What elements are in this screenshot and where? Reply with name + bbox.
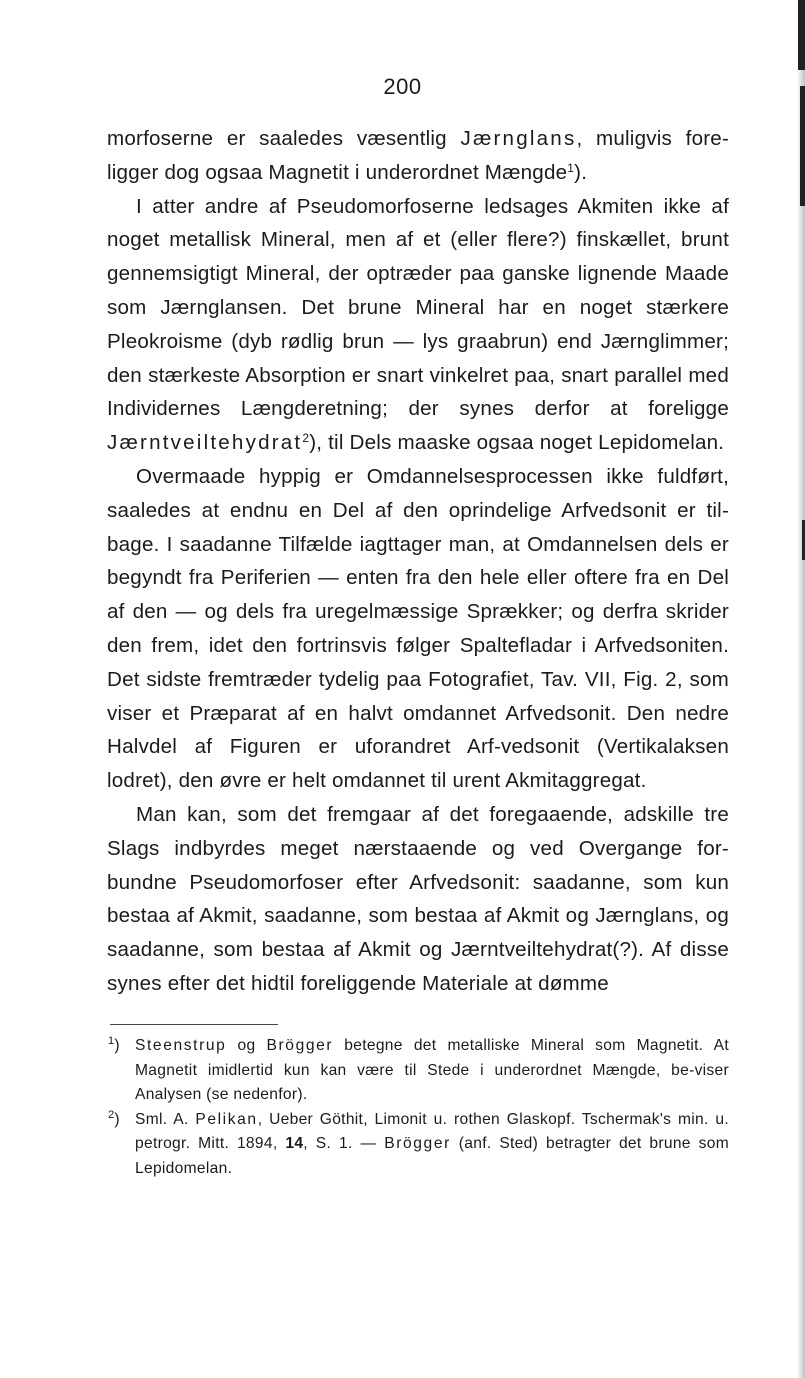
footnote-divider: [110, 1024, 278, 1025]
footnote: $^1$) Steenstrup og Brögger betegne det metalliske Mineral som Magnetit. At Magnetit imidlertid kun kan være til Stede i underordnet Mængde, be-viser Analysen (se nedenfor).: [108, 1035, 729, 1104]
body-text: [107, 122, 729, 1001]
footnotes: [108, 1034, 729, 1182]
page-edge-shadow: [797, 0, 805, 1378]
paragraph: [107, 122, 729, 190]
text-run: I atter andre af Pseudomorfoserne ledsages Akmiten ikke af noget metallisk Mineral, men af et (eller flere?) finskællet, brunt gennemsigtigt Mineral, der optræder paa ganske lignende Maade som Jærnglansen. Det brune Mineral har en noget stærkere Pleokroisme (dyb rødlig brun — lys graabrun) end Jærnglimmer; den stærkeste Absorption er snart vinkelret paa, snart parallel med Individernes Længderetning; der synes derfor at foreligge: [107, 194, 729, 421]
text-run: ).: [574, 160, 588, 184]
footnote-ref: 1: [567, 160, 575, 175]
paragraph: Overmaade hyppig er Omdannelsesprocessen ikke fuldført, saaledes at endnu en Del af den oprindelige Arfvedsonit er til-bage. I saadanne Tilfælde iagttager man, at Omdannelsen dels er begyndt fra Periferien — enten fra den hele eller oftere fra en Del af den — og dels fra uregelmæssige Sprækker; og derfra skrider den frem, idet den fortrinsvis følger Spaltefladar i Arfvedsoniten. Det sidste fremtræder tydelig paa Fotografiet, Tav. VII, Fig. 2, som viser et Præparat af en halvt omdannet Arfvedsonit. Den nedre Halvdel af Figuren er uforandret Arf-vedsonit (Vertikalaksen lodret), den øvre er helt omdannet til urent Akmitaggregat.: [107, 464, 729, 793]
volume-number: 14: [285, 1135, 304, 1153]
footnote-ref: 2: [302, 431, 310, 446]
text-run: morfoserne er saaledes væsentlig: [107, 127, 461, 150]
page-edge-mark: [800, 86, 805, 206]
footnote: $^2$) Sml. A. Pelikan, Ueber Göthit, Limonit u. rothen Glaskopf. Tschermak's min. u. petrogr. Mitt. 1894, 14, S. 1. — Brögger (anf. Sted) betragter det brune som Lepidomelan.: [108, 1108, 729, 1177]
text-run: ), til Dels maaske ogsaa noget Lepidomelan.: [309, 431, 725, 455]
page-number: 200: [383, 74, 422, 99]
paragraph: [107, 190, 729, 460]
spaced-term: Jærnglans: [460, 127, 577, 150]
author-name: Pelikan: [195, 1110, 258, 1128]
spaced-term: Jærntveiltehydrat: [107, 431, 303, 455]
footnote-marker: $^1$): [108, 1035, 120, 1054]
text-run: , muligvis fore-ligger dog ogsaa Magnetit i underordnet Mængde: [107, 127, 730, 184]
author-name: Brögger: [384, 1135, 451, 1153]
footnote-marker: $^2$): [108, 1108, 120, 1128]
page-edge-mark: [798, 0, 805, 70]
author-name: Steenstrup: [135, 1037, 227, 1054]
paragraph: Man kan, som det fremgaar af det foregaaende, adskille tre Slags indbyrdes meget nærstaaende og ved Overgange for-bundne Pseudomorfoser efter Arfvedsonit: saadanne, som kun bestaa af Akmit, saadanne, som bestaa af Akmit og Jærnglans, og saadanne, som bestaa af Akmit og Jærntveiltehydrat(?). Af disse synes efter det hidtil foreliggende Materiale at dømme: [107, 802, 729, 995]
author-name: Brögger: [266, 1037, 334, 1054]
